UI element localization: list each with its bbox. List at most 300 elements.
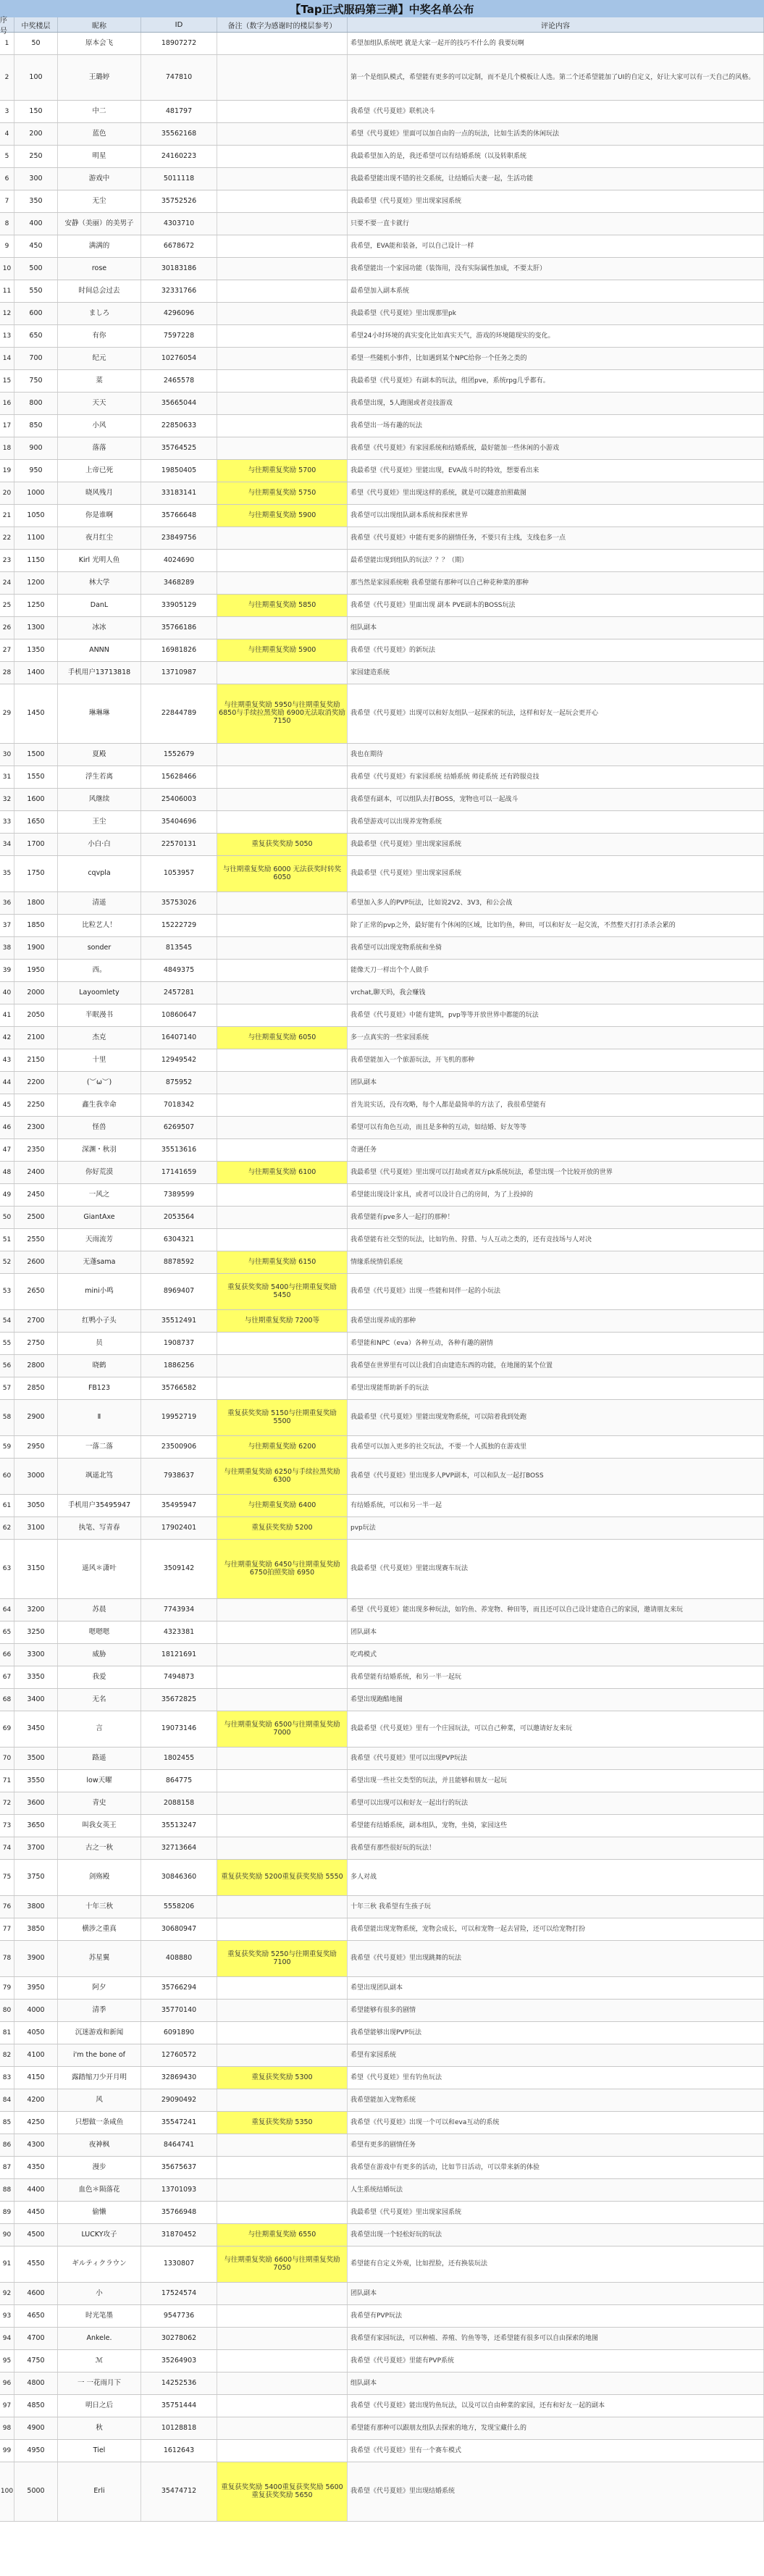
- table-row: [0, 1027, 764, 1049]
- cell-note: [217, 766, 348, 788]
- cell-comment: [348, 1459, 764, 1494]
- cell-floor-text: 3000: [27, 1472, 45, 1480]
- cell-comment-text: 希望24小时环境的真实变化比如真实天气，游戏的环境随现实的变化。: [350, 332, 555, 340]
- cell-floor: [14, 527, 58, 549]
- table-row: [0, 1599, 764, 1621]
- cell-nickname-text: 叫我女英王: [82, 1821, 117, 1829]
- cell-floor-text: 4650: [27, 2311, 45, 2320]
- cell-nickname: [58, 1495, 141, 1516]
- table-row: [0, 2157, 764, 2179]
- table-row: [0, 1711, 764, 1748]
- cell-nickname: [58, 811, 141, 833]
- cell-id-text: 408880: [165, 1954, 193, 1963]
- cell-id: [141, 168, 217, 190]
- cell-note: [217, 1711, 348, 1747]
- cell-nickname-text: Erli: [93, 2487, 105, 2496]
- cell-seq: [0, 2372, 14, 2394]
- cell-seq: [0, 2089, 14, 2111]
- cell-comment: [348, 437, 764, 459]
- cell-id-text: 15222729: [161, 920, 197, 929]
- table-row: [0, 2224, 764, 2246]
- cell-comment-text: 我希望《代号夏娃》出现可以和好友组队一起探索的玩法，这样和好友一起玩会更开心: [350, 710, 599, 718]
- cell-id: [141, 1540, 217, 1598]
- cell-floor: [14, 744, 58, 765]
- cell-note: [217, 280, 348, 302]
- cell-comment-text: 我希望有PVP玩法: [350, 2312, 403, 2320]
- cell-note: [217, 811, 348, 833]
- cell-note: [217, 1027, 348, 1049]
- cell-nickname-text: 一 一花雨月下: [77, 2378, 122, 2387]
- table-row: [0, 1977, 764, 2000]
- cell-note: [217, 572, 348, 594]
- cell-nickname: [58, 415, 141, 437]
- cell-comment: [348, 744, 764, 765]
- cell-id-text: 35513616: [161, 1145, 197, 1154]
- table-row: [0, 662, 764, 684]
- table-row: [0, 1644, 764, 1666]
- cell-floor: [14, 1333, 58, 1354]
- cell-floor: [14, 1495, 58, 1516]
- table-row: [0, 1896, 764, 1918]
- cell-id-text: 6678672: [163, 241, 195, 250]
- cell-seq: [0, 1027, 14, 1049]
- header-comment: 评论内容: [348, 17, 764, 32]
- cell-nickname: [58, 325, 141, 347]
- cell-floor-text: 1800: [27, 898, 45, 907]
- cell-id: [141, 1918, 217, 1940]
- cell-id: [141, 1436, 217, 1458]
- cell-comment-text: 希望出现跑酷地图: [350, 1695, 403, 1703]
- cell-note: [217, 1049, 348, 1071]
- cell-seq-text: 42: [2, 1033, 12, 1041]
- cell-note: [217, 1815, 348, 1837]
- cell-floor-text: 50: [31, 38, 41, 47]
- cell-comment-text: 组队副本: [350, 624, 377, 632]
- table-row: [0, 1666, 764, 1689]
- cell-floor-text: 1600: [27, 794, 45, 803]
- cell-comment: [348, 2157, 764, 2178]
- cell-floor-text: 3050: [27, 1501, 45, 1509]
- table-row: [0, 2246, 764, 2283]
- cell-id-text: 1612643: [163, 2446, 195, 2454]
- cell-seq: [0, 258, 14, 280]
- cell-id: [141, 1400, 217, 1435]
- cell-nickname: [58, 892, 141, 914]
- cell-nickname: [58, 348, 141, 369]
- cell-seq: [0, 595, 14, 616]
- cell-id-text: 7938637: [163, 1472, 195, 1480]
- cell-comment-text: 那当然是家园系统啦 我希望能有那种可以自己种花种菜的那种: [350, 579, 529, 587]
- cell-nickname: [58, 572, 141, 594]
- cell-nickname-text: 有你: [92, 331, 106, 340]
- cell-note: [217, 595, 348, 616]
- cell-floor-text: 3400: [27, 1695, 45, 1703]
- cell-id: [141, 1621, 217, 1643]
- cell-comment: [348, 1310, 764, 1332]
- cell-id: [141, 1495, 217, 1516]
- cell-floor: [14, 662, 58, 684]
- cell-seq-text: 14: [2, 354, 12, 362]
- cell-id: [141, 393, 217, 414]
- cell-id-text: 7743934: [163, 1605, 195, 1614]
- cell-floor-text: 4350: [27, 2162, 45, 2171]
- cell-seq-text: 46: [2, 1123, 12, 1131]
- cell-comment-text: 我希望能出现宠物系统，宠物会成长，可以和宠物一起去冒险，还可以给宠物打扮: [350, 1925, 586, 1933]
- cell-id-text: 18121691: [161, 1650, 197, 1658]
- cell-seq: [0, 1540, 14, 1598]
- cell-comment-text: 奇遇任务: [350, 1146, 377, 1154]
- cell-note: [217, 303, 348, 324]
- cell-note: [217, 1310, 348, 1332]
- cell-seq: [0, 213, 14, 235]
- cell-note-text: 与往期重复奖励 6450与往期重复奖励 6750拍照奖励 6950: [224, 1560, 340, 1577]
- cell-note: [217, 2044, 348, 2066]
- cell-id: [141, 146, 217, 167]
- cell-floor-text: 4500: [27, 2230, 45, 2239]
- cell-floor-text: 150: [29, 106, 43, 115]
- cell-seq-text: 78: [2, 1955, 12, 1963]
- cell-floor: [14, 325, 58, 347]
- cell-nickname-text: 杰克: [92, 1033, 106, 1041]
- cell-nickname: [58, 1436, 141, 1458]
- cell-nickname-text: 只想做一条咸鱼: [75, 2118, 124, 2126]
- cell-seq-text: 17: [2, 421, 12, 429]
- cell-floor-text: 4200: [27, 2095, 45, 2104]
- cell-note: [217, 1770, 348, 1792]
- cell-nickname-text: 路遥: [92, 1753, 106, 1762]
- cell-comment-text: 希望能和NPC（eva）各种互动，各种有趣的剧情: [350, 1339, 493, 1347]
- cell-id-text: 35404696: [161, 817, 197, 826]
- table-row: [0, 2440, 764, 2462]
- cell-nickname: [58, 2372, 141, 2394]
- cell-floor: [14, 2022, 58, 2044]
- cell-nickname: [58, 190, 141, 212]
- cell-seq: [0, 1918, 14, 1940]
- cell-comment: [348, 1770, 764, 1792]
- cell-id-text: 30680947: [161, 1924, 197, 1933]
- cell-seq: [0, 2440, 14, 2462]
- cell-seq-text: 80: [2, 2006, 12, 2014]
- cell-floor-text: 2100: [27, 1033, 45, 1041]
- cell-floor-text: 1900: [27, 943, 45, 952]
- cell-id-text: 23500906: [161, 1442, 197, 1451]
- table-row: [0, 190, 764, 213]
- cell-comment-text: 情缘系统情侣系统: [350, 1258, 403, 1266]
- cell-seq-text: 100: [0, 2488, 14, 2496]
- cell-id: [141, 572, 217, 594]
- cell-floor-text: 1700: [27, 839, 45, 848]
- cell-id-text: 33183141: [161, 488, 197, 497]
- cell-floor-text: 1100: [27, 533, 45, 542]
- cell-floor: [14, 1860, 58, 1895]
- cell-note: [217, 1896, 348, 1918]
- cell-seq: [0, 2462, 14, 2521]
- table-row: [0, 856, 764, 892]
- cell-id: [141, 2089, 217, 2111]
- cell-id-text: 6304321: [163, 1235, 195, 1243]
- table-row: [0, 1517, 764, 1540]
- cell-note: [217, 2372, 348, 2394]
- cell-seq-text: 85: [2, 2118, 12, 2126]
- cell-floor: [14, 1310, 58, 1332]
- cell-note-text: 与往期重复奖励 5900: [248, 645, 316, 654]
- cell-comment: [348, 1229, 764, 1251]
- cell-seq: [0, 789, 14, 810]
- cell-nickname: [58, 1333, 141, 1354]
- cell-floor: [14, 1355, 58, 1377]
- cell-comment: [348, 168, 764, 190]
- cell-comment: [348, 639, 764, 661]
- cell-nickname-text: GiantAxe: [83, 1212, 115, 1221]
- cell-floor: [14, 1400, 58, 1435]
- cell-floor: [14, 1117, 58, 1138]
- table-row: [0, 146, 764, 168]
- cell-floor: [14, 1644, 58, 1666]
- cell-id-text: 35764525: [161, 443, 197, 452]
- cell-seq-text: 8: [4, 219, 9, 227]
- cell-id-text: 35264903: [161, 2356, 197, 2365]
- cell-floor-text: 2550: [27, 1235, 45, 1243]
- table-row: [0, 1207, 764, 1229]
- cell-floor: [14, 2179, 58, 2201]
- cell-id: [141, 2417, 217, 2439]
- cell-nickname: [58, 235, 141, 257]
- cell-id: [141, 123, 217, 145]
- cell-floor: [14, 617, 58, 639]
- table-row: [0, 1748, 764, 1770]
- cell-seq-text: 48: [2, 1168, 12, 1176]
- cell-comment-text: 十年三秋 我希望有生孩子玩: [350, 1902, 431, 1910]
- cell-seq-text: 76: [2, 1902, 12, 1910]
- table-row: [0, 505, 764, 527]
- cell-id: [141, 2246, 217, 2282]
- cell-nickname: [58, 684, 141, 743]
- cell-nickname: [58, 960, 141, 981]
- cell-nickname: [58, 146, 141, 167]
- cell-floor-text: 550: [29, 286, 43, 295]
- cell-note-text: 与往期重复奖励 5900: [248, 511, 316, 519]
- cell-comment-text: pvp玩法: [350, 1524, 376, 1532]
- cell-id: [141, 325, 217, 347]
- cell-floor: [14, 2328, 58, 2349]
- cell-id-text: 875952: [165, 1078, 193, 1086]
- cell-nickname: [58, 1837, 141, 1859]
- cell-id: [141, 1815, 217, 1837]
- cell-note: [217, 2350, 348, 2372]
- cell-nickname: [58, 1896, 141, 1918]
- cell-nickname: [58, 639, 141, 661]
- cell-floor-text: 2600: [27, 1257, 45, 1266]
- cell-id-text: 15628466: [161, 772, 197, 781]
- table-row: [0, 1333, 764, 1355]
- cell-nickname: [58, 2283, 141, 2304]
- cell-nickname-text: 无蓬sama: [83, 1257, 116, 1266]
- cell-id-text: 12949542: [161, 1055, 197, 1064]
- cell-note: [217, 505, 348, 526]
- cell-floor-text: 1950: [27, 965, 45, 974]
- table-row: [0, 2305, 764, 2328]
- cell-nickname-text: 晓风残月: [85, 488, 113, 497]
- cell-id: [141, 937, 217, 959]
- cell-comment: [348, 1207, 764, 1228]
- cell-id: [141, 1184, 217, 1206]
- cell-note: [217, 482, 348, 504]
- cell-floor-text: 3600: [27, 1798, 45, 1807]
- cell-nickname: [58, 662, 141, 684]
- cell-comment: [348, 960, 764, 981]
- cell-comment: [348, 146, 764, 167]
- cell-seq: [0, 1162, 14, 1183]
- cell-nickname: [58, 123, 141, 145]
- cell-floor: [14, 856, 58, 891]
- cell-floor-text: 4900: [27, 2423, 45, 2432]
- cell-comment-text: 多一点真实的一些家园系统: [350, 1033, 429, 1041]
- cell-floor: [14, 1184, 58, 1206]
- cell-comment-text: 我希望出现养成的那种: [350, 1317, 416, 1325]
- cell-nickname-text: 中二: [92, 106, 106, 115]
- cell-floor-text: 2000: [27, 988, 45, 997]
- cell-floor-text: 3800: [27, 1902, 45, 1910]
- cell-floor: [14, 348, 58, 369]
- cell-id-text: 2465578: [163, 376, 195, 385]
- cell-floor: [14, 437, 58, 459]
- cell-floor-text: 2900: [27, 1413, 45, 1422]
- cell-floor: [14, 2112, 58, 2134]
- cell-floor: [14, 168, 58, 190]
- cell-id: [141, 1977, 217, 1999]
- cell-note: [217, 1748, 348, 1769]
- table-row: [0, 1495, 764, 1517]
- cell-id-text: 17902401: [161, 1523, 197, 1532]
- cell-comment-text: 我希望《代号夏娃》有家园系统和结婚系统，最好能加一些休闲的小游戏: [350, 444, 560, 452]
- cell-seq-text: 20: [2, 489, 12, 497]
- cell-note: [217, 123, 348, 145]
- cell-floor-text: 650: [29, 331, 43, 340]
- cell-note: [217, 1207, 348, 1228]
- table-row: [0, 1770, 764, 1792]
- cell-nickname: [58, 834, 141, 855]
- cell-floor: [14, 33, 58, 54]
- cell-comment-text: 有结婚系统，可以和另一半一起: [350, 1501, 442, 1509]
- cell-floor: [14, 1792, 58, 1814]
- cell-comment: [348, 1072, 764, 1094]
- cell-nickname-text: 手机用户35495947: [67, 1501, 131, 1509]
- cell-comment: [348, 550, 764, 571]
- cell-id: [141, 1666, 217, 1688]
- cell-floor-text: 1000: [27, 488, 45, 497]
- cell-id-text: 2457281: [163, 988, 195, 997]
- cell-nickname: [58, 258, 141, 280]
- cell-floor: [14, 2067, 58, 2089]
- table-row: [0, 1689, 764, 1711]
- cell-id-text: 22850633: [161, 421, 197, 429]
- cell-floor: [14, 2224, 58, 2246]
- cell-note-text: 重复获奖奖励 5050: [251, 839, 313, 848]
- cell-id: [141, 789, 217, 810]
- cell-nickname: [58, 1815, 141, 1837]
- cell-nickname: [58, 2179, 141, 2201]
- cell-comment-text: 我希望《代号夏娃》里能有PVP系统: [350, 2357, 455, 2365]
- cell-nickname-text: ℳ: [95, 2356, 104, 2365]
- table-row: [0, 437, 764, 460]
- cell-seq: [0, 415, 14, 437]
- cell-nickname-text: 一落二落: [85, 1442, 113, 1451]
- cell-seq-text: 98: [2, 2424, 12, 2432]
- cell-seq: [0, 2179, 14, 2201]
- cell-comment-text: 最希望能出现到组队的玩法？？？（期）: [350, 556, 469, 564]
- table-row: [0, 33, 764, 55]
- cell-seq: [0, 1251, 14, 1273]
- cell-id: [141, 2000, 217, 2021]
- cell-comment-text: 我最希望《代号夏娃》里出现家园系统: [350, 840, 462, 848]
- cell-nickname-text: 无尘: [92, 196, 106, 205]
- table-row: [0, 2372, 764, 2395]
- cell-id: [141, 1139, 217, 1161]
- cell-nickname-text: 琳琳琳: [88, 709, 110, 718]
- table-row: [0, 1941, 764, 1977]
- cell-seq-text: 32: [2, 795, 12, 803]
- cell-comment-text: 希望能有自定义外观，比如捏脸，还有换装玩法: [350, 2260, 488, 2268]
- cell-note: [217, 684, 348, 743]
- cell-comment: [348, 415, 764, 437]
- cell-seq: [0, 2134, 14, 2156]
- header-note: 备注（数字为感谢时的楼层参考）: [217, 17, 348, 32]
- cell-seq: [0, 617, 14, 639]
- cell-id: [141, 1377, 217, 1399]
- cell-id: [141, 1049, 217, 1071]
- cell-id-text: 24160223: [161, 151, 197, 160]
- cell-seq: [0, 1072, 14, 1094]
- cell-id: [141, 303, 217, 324]
- cell-floor: [14, 1072, 58, 1094]
- cell-note-text: 与往期重复奖励 6200: [248, 1442, 316, 1451]
- cell-seq: [0, 505, 14, 526]
- cell-nickname-text: 露踏缩刀少开月明: [71, 2073, 127, 2081]
- cell-comment-text: 希望《代号夏娃》里出现这样的系统，就是可以随意拍照截图: [350, 489, 527, 497]
- cell-nickname: [58, 303, 141, 324]
- cell-nickname: [58, 1517, 141, 1539]
- cell-id-text: 19952719: [161, 1413, 197, 1422]
- cell-comment-text: 希望出现团队副本: [350, 1984, 403, 1992]
- cell-seq: [0, 1644, 14, 1666]
- cell-id: [141, 2202, 217, 2223]
- cell-nickname-text: 蓝色: [92, 129, 106, 138]
- cell-nickname-text: 怪兽: [92, 1123, 106, 1131]
- cell-nickname-text: 偷懒: [92, 2207, 106, 2216]
- cell-seq-text: 6: [4, 175, 9, 182]
- cell-floor-text: 2750: [27, 1338, 45, 1347]
- cell-comment: [348, 2350, 764, 2372]
- table-row: [0, 1251, 764, 1274]
- cell-note: [217, 1377, 348, 1399]
- cell-floor: [14, 2134, 58, 2156]
- cell-floor: [14, 1941, 58, 1976]
- cell-comment-text: 希望《代号夏娃》里有钓鱼玩法: [350, 2073, 442, 2081]
- cell-note-text: 重复获奖奖励 5300: [251, 2073, 313, 2081]
- cell-seq: [0, 639, 14, 661]
- cell-seq-text: 72: [2, 1799, 12, 1807]
- table-row: [0, 2067, 764, 2089]
- cell-floor: [14, 766, 58, 788]
- cell-floor: [14, 1711, 58, 1747]
- cell-id: [141, 1251, 217, 1273]
- cell-comment-text: 我希望《代号夏娃》里出现结婚系统: [350, 2488, 456, 2496]
- cell-note: [217, 146, 348, 167]
- cell-nickname-text: 十里: [92, 1055, 106, 1064]
- cell-seq-text: 22: [2, 534, 12, 542]
- cell-seq: [0, 766, 14, 788]
- cell-nickname: [58, 527, 141, 549]
